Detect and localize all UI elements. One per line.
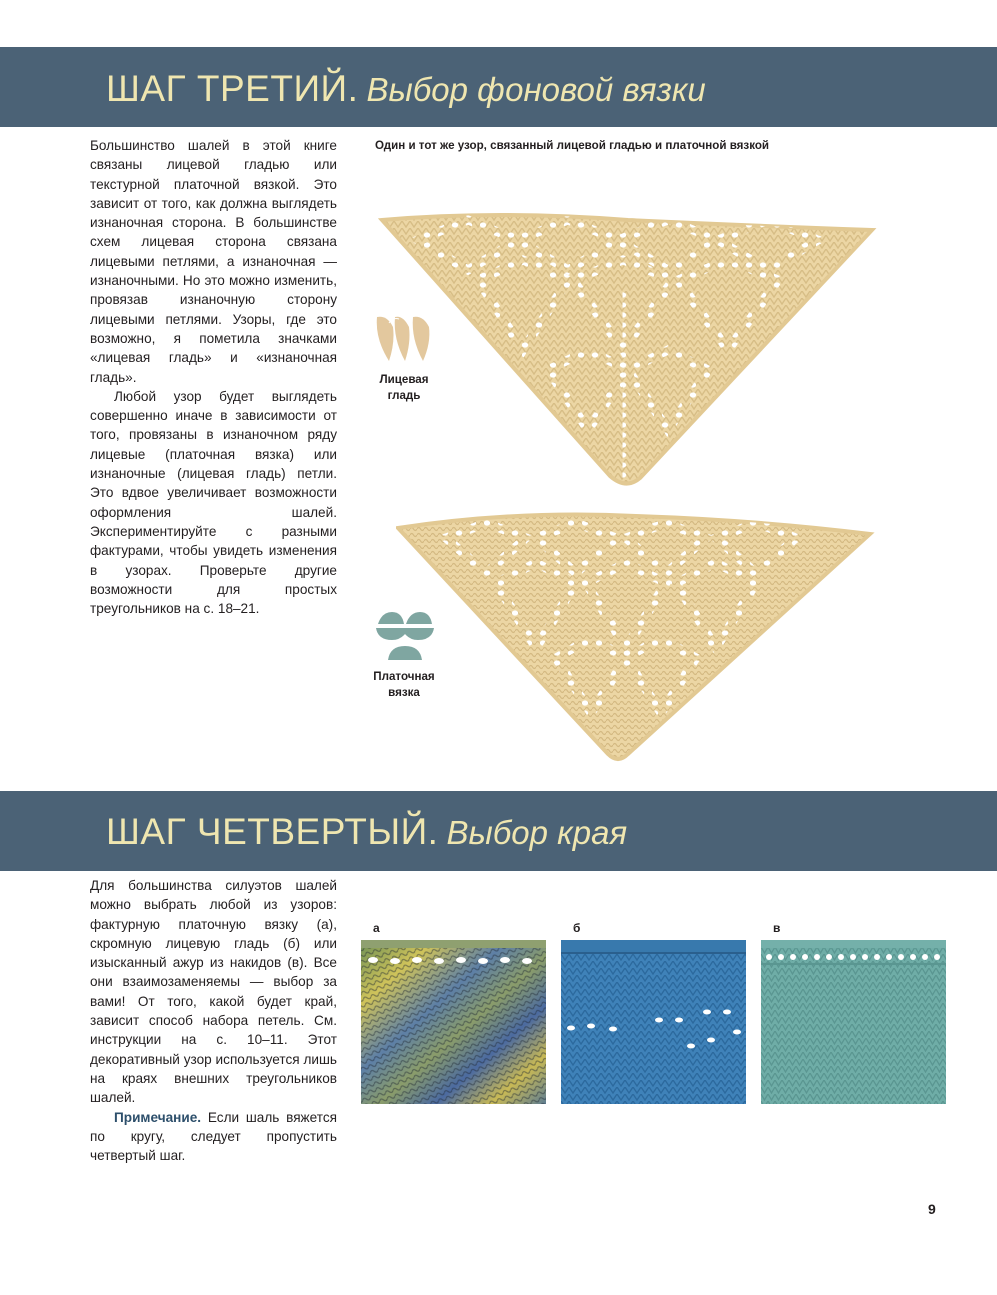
note-label: Примечание.: [114, 1109, 202, 1125]
swatch-letter-b: б: [573, 921, 581, 935]
step3-subheading: Выбор фоновой вязки: [366, 71, 706, 108]
edge-swatch-b-photo: [561, 940, 746, 1104]
step4-text-column: [90, 876, 337, 1165]
garter-label: Платочная вязка: [373, 670, 435, 699]
garter-icon: [374, 610, 436, 662]
page-number: 9: [928, 1201, 936, 1217]
garter-swatch-photo: [396, 508, 876, 770]
photo-caption: Один и тот же узор, связанный лицевой гладью и платочной вязкой: [375, 139, 770, 152]
edge-swatch-v-photo: [761, 940, 946, 1104]
stockinette-swatch-photo: [378, 200, 878, 500]
step3-paragraph-1: Большинство шалей в этой книге связаны лицевой гладью или текстурной платочной вязкой. Это зависит от того, как должна выглядеть изнаночная сторона. В большинстве схем лицевая сторона связана лицевыми петлями, а изнаночная — изнаночными. Но это можно изменить, провязав изнаночную сторону лицевыми петлями. Узоры, где это возможно, я пометила значками «лицевая гладь» и «изнаночная гладь».: [90, 138, 337, 385]
step4-heading: ШАГ ЧЕТВЕРТЫЙ.: [106, 811, 439, 852]
step4-title: [106, 813, 627, 850]
step3-header-band: [0, 47, 997, 127]
note-text: Если шаль вяжется по кругу, следует пропустить четвертый шаг.: [90, 1109, 337, 1164]
step4-subheading: Выбор края: [446, 814, 628, 851]
step4-note: [90, 1108, 337, 1166]
step3-paragraph-2: Любой узор будет выглядеть совершенно иначе в зависимости от того, провязаны в изнаночном ряду лицевые (платочная вязка) или изнаночные (лицевая гладь) петли. Это вдвое увеличивает возможности оформления шалей. Экспериментируйте с разными фактурами, чтобы увидеть изменения в узорах. Проверьте другие возможности для простых треугольников на с. 18–21.: [90, 388, 337, 617]
step4-paragraph-1: Для большинства силуэтов шалей можно выбрать любой из узоров: фактурную платочную вязку (а), скромную лицевую гладь (б) или изысканный ажур из накидов (в). Все они взаимозаменяемы — выбор за вами! От того, какой будет край, зависит способ набора петель. См. инструкции на с. 10–11. Этот декоративный узор используется лишь на краях внешних треугольников шалей.: [90, 878, 337, 1106]
stockinette-icon: [375, 313, 435, 365]
swatch-letter-v: в: [773, 921, 781, 935]
step3-title: [106, 70, 706, 107]
stockinette-label: Лицевая гладь: [379, 373, 429, 402]
step3-heading: ШАГ ТРЕТИЙ.: [106, 68, 359, 109]
step3-text-column: [90, 136, 337, 618]
edge-swatch-a-photo: [361, 940, 546, 1104]
swatch-letter-a: а: [373, 921, 380, 935]
step4-header-band: [0, 791, 997, 871]
